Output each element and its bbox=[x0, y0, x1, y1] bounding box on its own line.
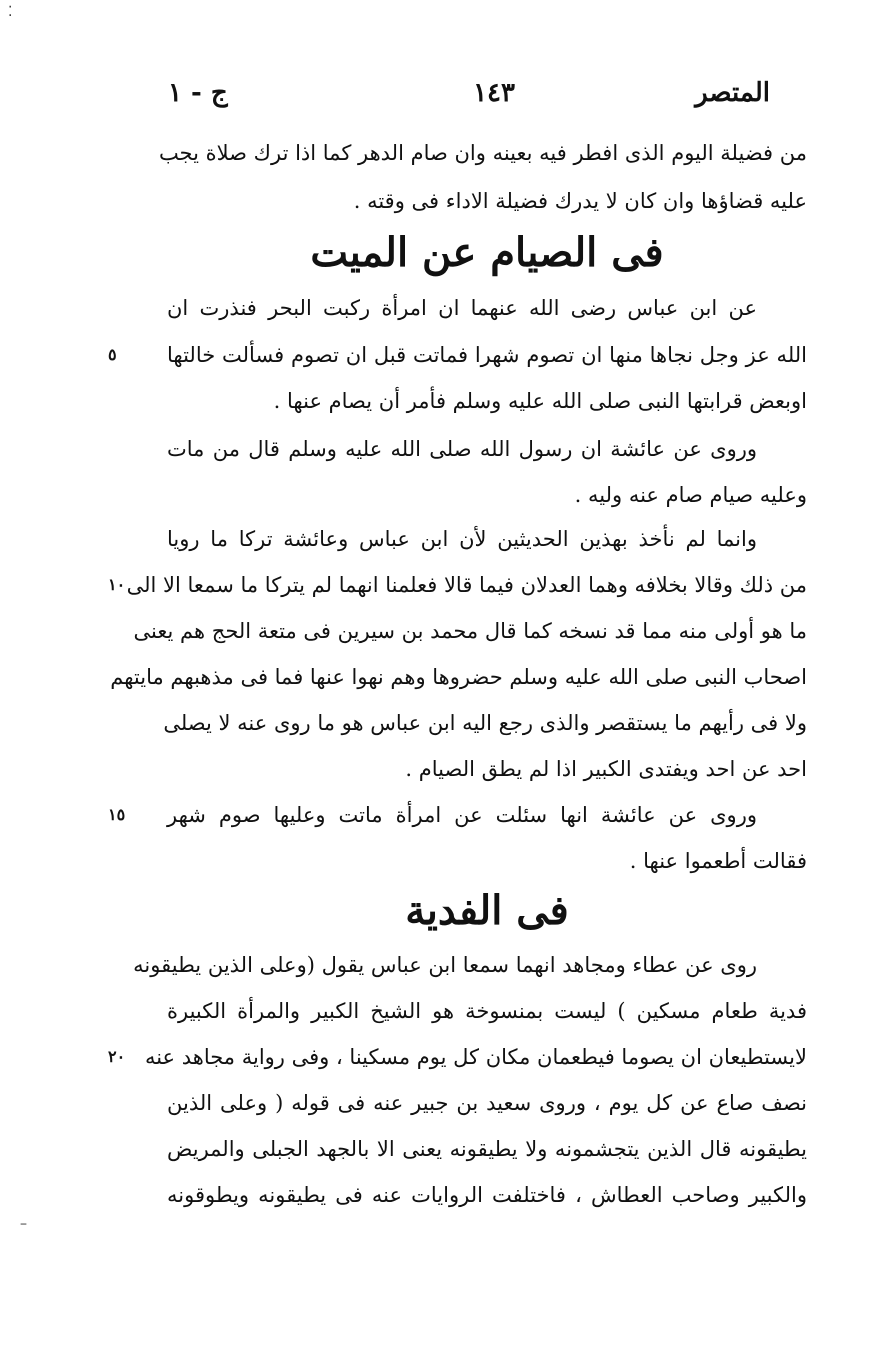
text-line: احد عن احد ويفتدى الكبير اذا لم يطق الصيام . bbox=[405, 757, 807, 781]
text-line: عليه قضاؤها وان كان لا يدرك فضيلة الاداء فى وقته . bbox=[353, 189, 807, 213]
text-line: روى عن عطاء ومجاهد انهما سمعا ابن عباس يقول (وعلى الذين يطيقونه bbox=[133, 953, 757, 977]
margin-line-number: ٥ bbox=[108, 345, 117, 364]
scan-corner-mark: ⁚ bbox=[8, 4, 13, 20]
text-line: والكبير وصاحب العطاش ، فاختلفت الروايات عنه فى يطيقونه ويطوقونه bbox=[167, 1183, 807, 1207]
margin-line-number: ١٥ bbox=[108, 805, 126, 824]
text-line: من فضيلة اليوم الذى افطر فيه بعينه وان صام الدهر كما اذا ترك صلاة يجب bbox=[158, 141, 807, 165]
section-heading-fasting-for-deceased: فى الصيام عن الميت bbox=[310, 229, 664, 276]
text-line: من ذلك وقالا بخلافه وهما العدلان فيما قالا فعلمنا انهما لم يتركا ما سمعا الا الى bbox=[126, 573, 807, 597]
text-line: وانما لم نأخذ بهذين الحديثين لأن ابن عباس وعائشة تركا ما رويا bbox=[167, 527, 757, 551]
text-line: ما هو أولى منه مما قد نسخه كما قال محمد بن سيرين فى متعة الحج هم يعنى bbox=[133, 619, 807, 643]
text-line: وعليه صيام صام عنه وليه . bbox=[574, 483, 807, 507]
running-title: المتصر bbox=[695, 78, 770, 108]
margin-line-number: ١٠ bbox=[108, 575, 126, 594]
text-line: ولا فى رأيهم ما يستقصر والذى رجع اليه ابن عباس هو ما روى عنه لا يصلى bbox=[163, 711, 807, 735]
text-line: فقالت أطعموا عنها . bbox=[629, 849, 807, 873]
page-header bbox=[150, 78, 770, 118]
text-line: يطيقونه قال الذين يتجشمونه ولا يطيقونه يعنى الا بالجهد الجبلى والمريض bbox=[167, 1137, 807, 1161]
text-line: الله عز وجل نجاها منها ان تصوم شهرا فماتت قبل ان تصوم فسألت خالتها bbox=[167, 343, 807, 367]
page-number: ١٤٣ bbox=[473, 78, 515, 108]
margin-line-number: ٢٠ bbox=[108, 1047, 126, 1066]
text-line: نصف صاع عن كل يوم ، وروى سعيد بن جبير عنه فى قوله ( وعلى الذين bbox=[167, 1091, 807, 1115]
text-line: عن ابن عباس رضى الله عنهما ان امرأة ركبت البحر فنذرت ان bbox=[167, 296, 757, 320]
text-line: وروى عن عائشة انها سئلت عن امرأة ماتت وعليها صوم شهر bbox=[167, 803, 757, 827]
volume-label: ج - ١ bbox=[168, 78, 228, 108]
section-heading-redemption: فى الفدية bbox=[405, 887, 569, 934]
scan-edge-mark: – bbox=[20, 1216, 27, 1232]
text-line: فدية طعام مسكين ) ليست بمنسوخة هو الشيخ الكبير والمرأة الكبيرة bbox=[167, 999, 807, 1023]
text-line: اوبعض قرابتها النبى صلى الله عليه وسلم فأمر أن يصام عنها . bbox=[273, 389, 807, 413]
text-line: وروى عن عائشة ان رسول الله صلى الله عليه وسلم قال من مات bbox=[167, 437, 757, 461]
text-line: اصحاب النبى صلى الله عليه وسلم حضروها وهم نهوا عنها فما فى مذهبهم مايتهم bbox=[110, 665, 807, 689]
text-line: لايستطيعان ان يصوما فيطعمان مكان كل يوم مسكينا ، وفى رواية مجاهد عنه bbox=[144, 1045, 807, 1069]
